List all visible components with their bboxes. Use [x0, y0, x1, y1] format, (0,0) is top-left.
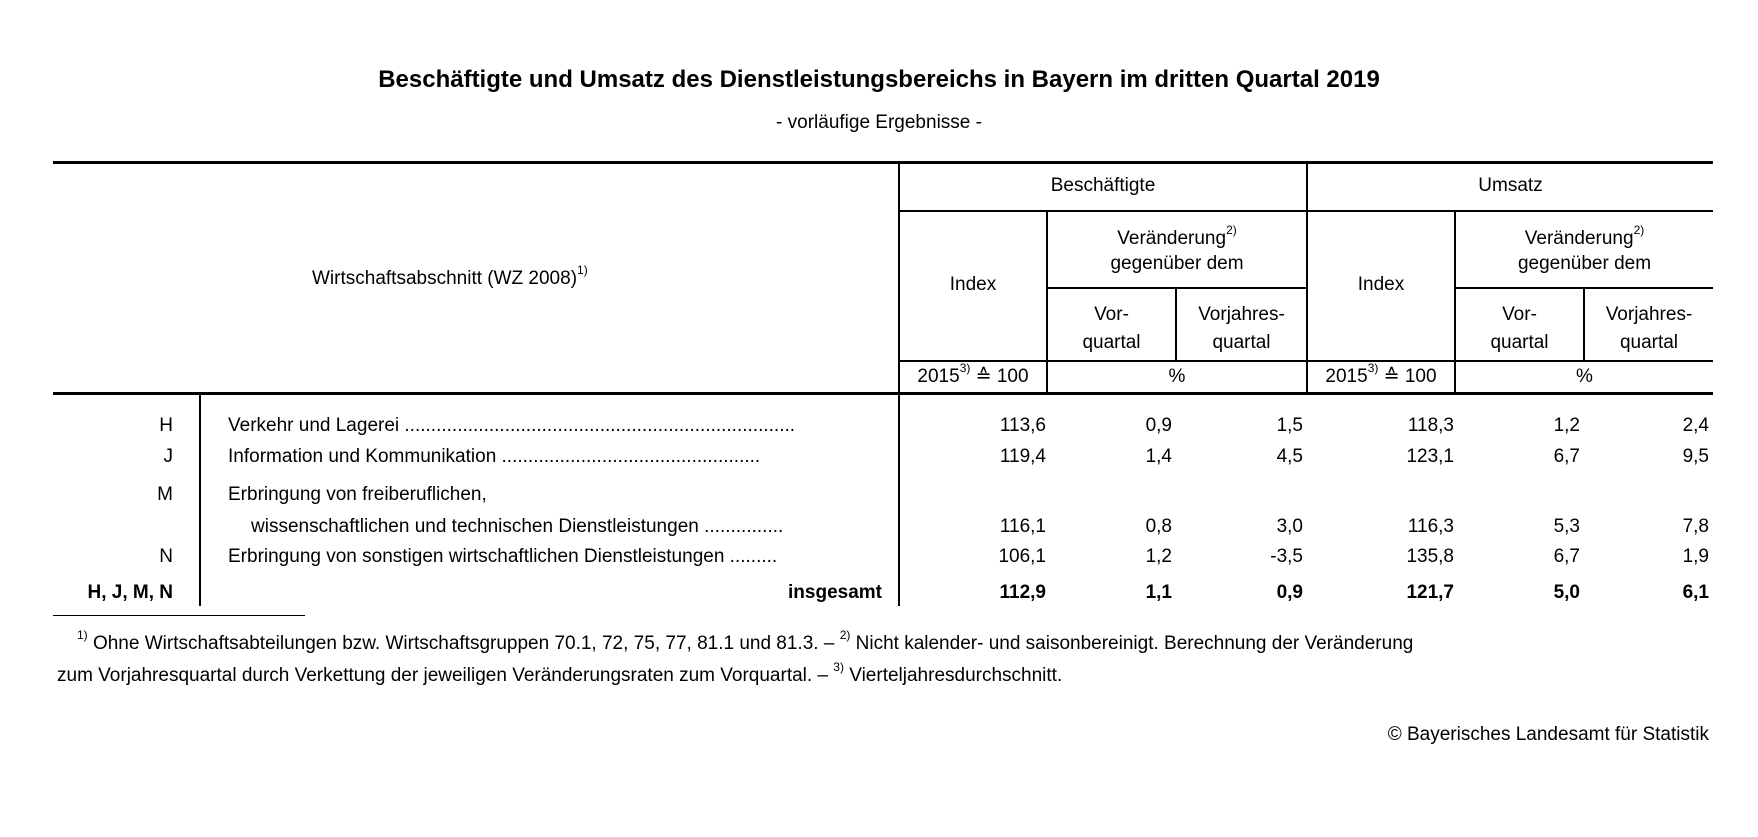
row-code: H — [159, 415, 173, 436]
sales-prev-year-header: Vorjahres- quartal — [1605, 304, 1693, 353]
stub-divider — [199, 392, 201, 606]
row-label: Erbringung von sonstigen wirtschaftlichen Dienstleistungen ......... — [228, 546, 778, 567]
copyright: © Bayerisches Landesamt für Statistik — [1387, 724, 1709, 745]
total-emp-prev-q: 1,1 — [1145, 582, 1172, 603]
table-cell: 106,1 — [998, 546, 1046, 567]
header-bottom-rule — [53, 392, 1713, 395]
footnote-separator — [53, 615, 305, 616]
employees-prev-quarter-header: Vor- quartal — [1082, 304, 1141, 353]
total-label: insgesamt — [788, 582, 882, 603]
employees-index-unit: 2015$^{3)}$ ≙ 100 — [917, 360, 1029, 387]
stub-header: Wirtschaftsabschnitt (WZ 2008)$^{1)}$ — [312, 262, 588, 289]
sales-index-unit: 2015$^{3)}$ ≙ 100 — [1325, 360, 1437, 387]
row-label-continuation: wissenschaftlichen und technischen Dienstleistungen ............... — [251, 516, 784, 537]
page-title: Beschäftigte und Umsatz des Dienstleistungsbereichs in Bayern im dritten Quartal 2019 — [378, 66, 1380, 93]
sales-pct-unit: % — [1576, 366, 1593, 387]
employees-prev-year-header: Vorjahres- quartal — [1198, 304, 1285, 353]
table-cell: 2,4 — [1682, 415, 1709, 436]
page-subtitle: - vorläufige Ergebnisse - — [776, 112, 982, 133]
row-label: Erbringung von freiberuflichen, — [228, 484, 487, 505]
total-code: H, J, M, N — [87, 582, 173, 603]
footnote-line-2: zum Vorjahresquartal durch Verkettung der jeweiligen Veränderungsraten zum Vorquartal. – $^{3)}$ Vierteljahresdurchschnitt. — [57, 659, 1063, 686]
employees-change-header: Veränderung$^{2)}$ gegenüber dem — [1110, 222, 1244, 274]
table-cell: 116,1 — [999, 516, 1046, 537]
footnote-line-1: $^{1)}$ Ohne Wirtschaftsabteilungen bzw. Wirtschaftsgruppen 70.1, 72, 75, 77, 81.1 und 81.3. – $^{2)}$ Nicht kalender- und saisonbereinigt. Berechnung der Veränderung — [77, 627, 1414, 654]
row-code: N — [159, 546, 173, 567]
sales-change-header: Veränderung$^{2)}$ gegenüber dem — [1517, 222, 1652, 274]
group-header-sales: Umsatz — [1478, 175, 1543, 196]
table-cell: 113,6 — [999, 415, 1046, 436]
table-cell: 116,3 — [1407, 516, 1454, 537]
table-cell: 1,5 — [1276, 415, 1303, 436]
row-label: Verkehr und Lagerei .......................................................................... — [228, 415, 796, 436]
table-cell: 1,9 — [1682, 546, 1709, 567]
row-code: M — [157, 484, 173, 505]
table-cell: 9,5 — [1682, 446, 1709, 467]
table-cell: 6,7 — [1553, 446, 1580, 467]
table-cell: 1,4 — [1145, 446, 1172, 467]
employees-index-header: Index — [949, 274, 997, 295]
table-cell: 3,0 — [1276, 516, 1303, 537]
employees-pct-unit: % — [1168, 366, 1186, 387]
table-cell: 1,2 — [1553, 415, 1580, 436]
table-cell: 1,2 — [1145, 546, 1172, 567]
table-cell: 135,8 — [1406, 546, 1454, 567]
table-cell: 0,8 — [1145, 516, 1172, 537]
table-cell: 6,7 — [1553, 546, 1580, 567]
total-sales-prev-q: 5,0 — [1553, 582, 1580, 603]
table-cell: 119,4 — [999, 446, 1046, 467]
table-cell: 5,3 — [1553, 516, 1580, 537]
table-cell: 123,1 — [1406, 446, 1454, 467]
total-emp-prev-y: 0,9 — [1276, 582, 1303, 603]
total-sales-index: 121,7 — [1406, 582, 1454, 603]
table-cell: 4,5 — [1276, 446, 1303, 467]
table-cell: 118,3 — [1407, 415, 1454, 436]
table-cell: 0,9 — [1145, 415, 1172, 436]
sales-index-header: Index — [1357, 274, 1405, 295]
total-emp-index: 112,9 — [999, 582, 1046, 603]
group-header-employees: Beschäftigte — [1050, 175, 1156, 196]
table-cell: 7,8 — [1682, 516, 1709, 537]
row-code: J — [163, 446, 173, 467]
table-top-rule — [53, 161, 1713, 164]
sales-prev-quarter-header: Vor- quartal — [1490, 304, 1549, 353]
total-sales-prev-y: 6,1 — [1682, 582, 1709, 603]
row-label: Information und Kommunikation ................................................. — [228, 446, 761, 467]
table-cell: -3,5 — [1270, 546, 1303, 567]
